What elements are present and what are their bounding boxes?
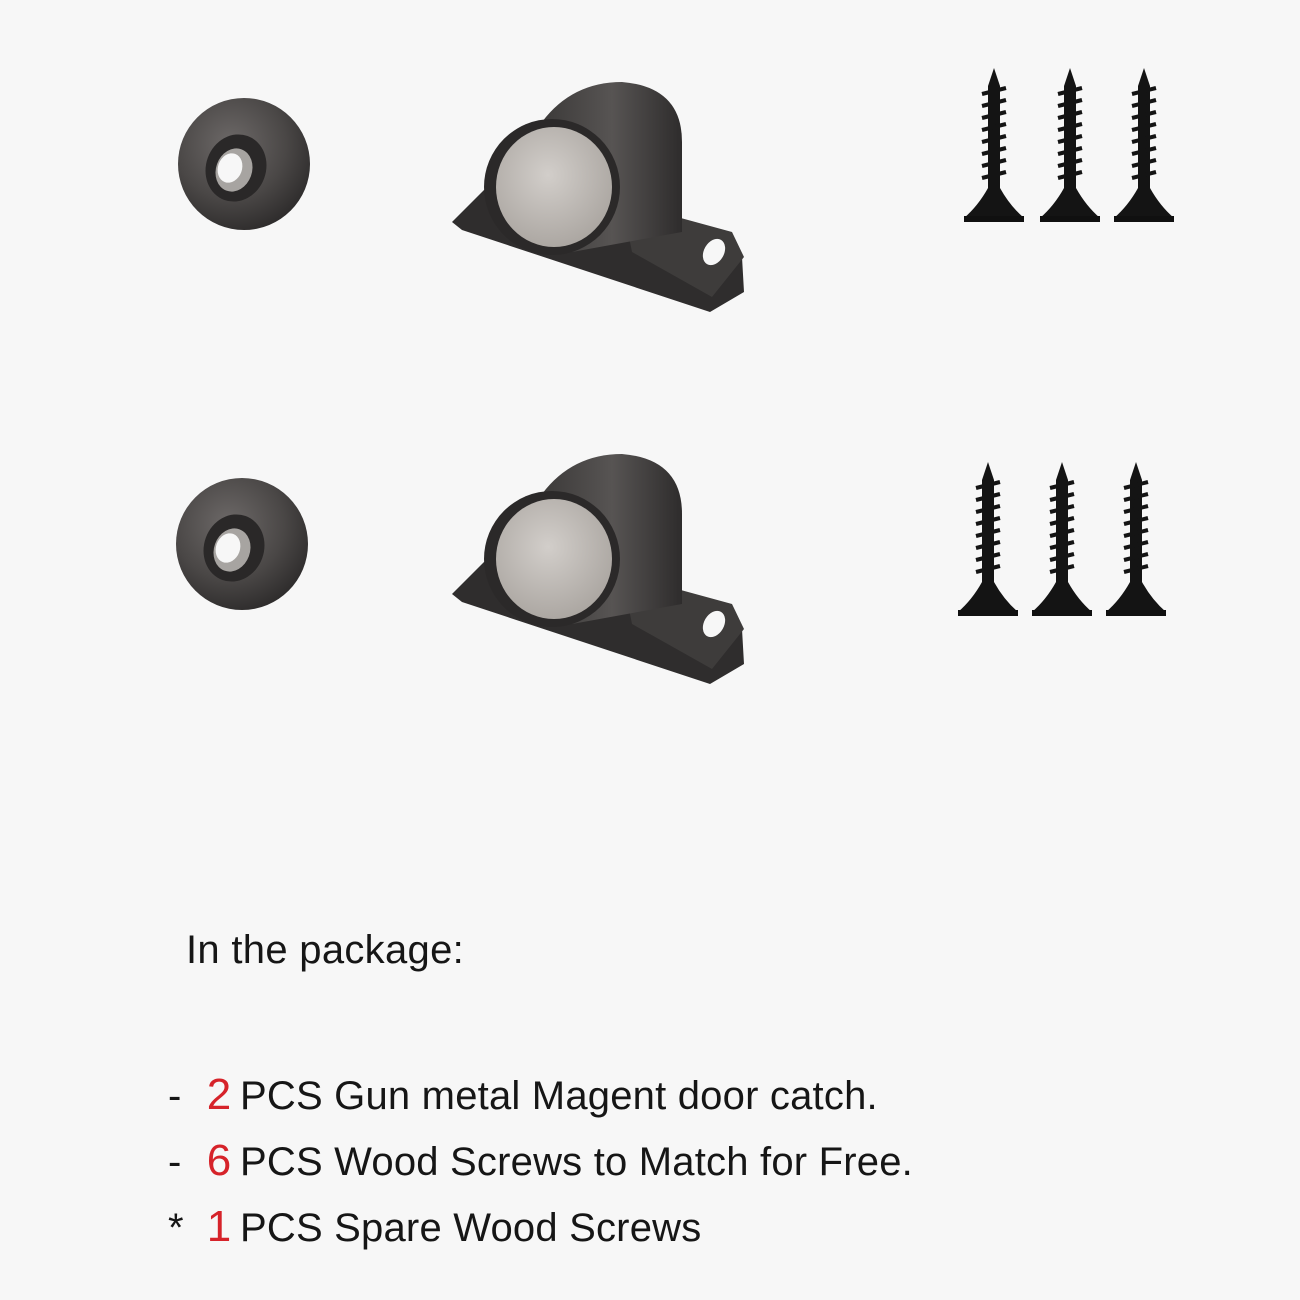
strike-plate-image xyxy=(174,476,314,616)
quantity-number: 2 xyxy=(206,1070,232,1119)
list-item-text: PCS Wood Screws to Match for Free. xyxy=(240,1140,913,1184)
list-item xyxy=(168,1202,913,1268)
strike-plate-image xyxy=(176,96,316,236)
package-heading: In the package: xyxy=(186,928,465,972)
wood-screw-image xyxy=(1106,462,1168,622)
wood-screw-image xyxy=(1040,68,1102,228)
quantity-number: 1 xyxy=(206,1202,232,1251)
list-bullet: * xyxy=(168,1206,184,1250)
list-item-text: PCS Gun metal Magent door catch. xyxy=(240,1074,878,1118)
product-row-2 xyxy=(0,450,1300,710)
wood-screw-image xyxy=(964,68,1026,228)
list-item-text: PCS Spare Wood Screws xyxy=(240,1206,702,1250)
magnetic-catch-image xyxy=(452,82,752,322)
package-contents-list xyxy=(168,1070,913,1268)
list-bullet: - xyxy=(168,1140,182,1184)
list-item xyxy=(168,1136,913,1202)
product-row-1 xyxy=(0,60,1300,320)
list-bullet: - xyxy=(168,1074,182,1118)
wood-screw-image xyxy=(958,462,1020,622)
wood-screw-image xyxy=(1032,462,1094,622)
wood-screw-image xyxy=(1114,68,1176,228)
list-item xyxy=(168,1070,913,1136)
quantity-number: 6 xyxy=(206,1136,232,1185)
magnetic-catch-image xyxy=(452,454,752,694)
